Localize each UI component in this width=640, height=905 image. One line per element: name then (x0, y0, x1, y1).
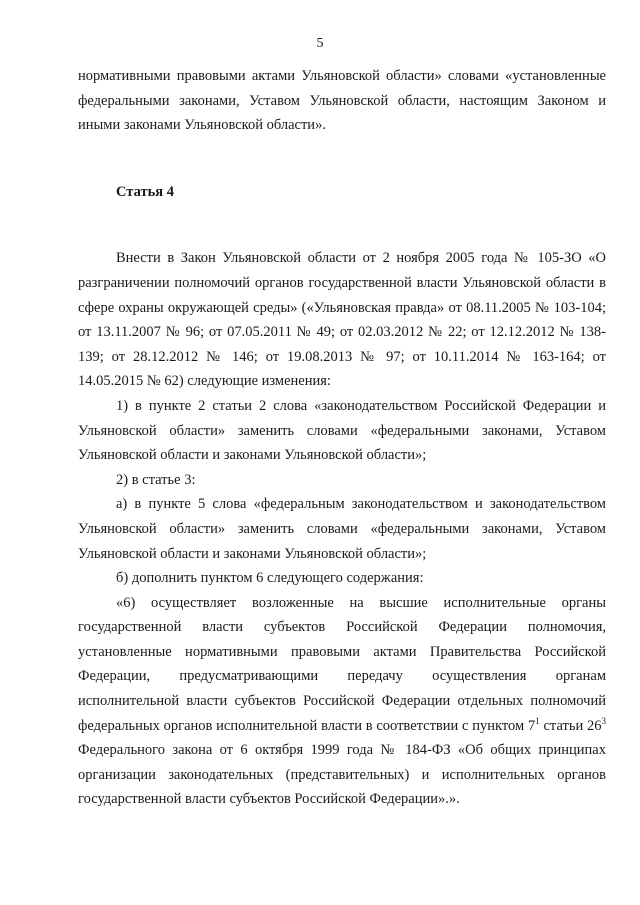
paragraph-item-2: 2) в статье 3: (116, 471, 196, 488)
quote-text-3: Федерального закона от 6 октября 1999 года № 184-ФЗ «Об общих принципах организации законодательных (представительных) и исполнительных органов государственной власти субъектов Российской Федерации».». (78, 742, 606, 808)
paragraph-amendment: Внести в Закон Ульяновской области от 2 ноября 2005 года № 105-ЗО «О разграничении полномочий органов государственной власти Ульяновской области в сфере охраны окружающей среды» («Ульяновская правда» от 08.11.2005 № 103-104; от 13.11.2007 № 96; от 07.05.2011 № 49; от 02.03.2012 № 22; от 12.12.2012 № 138-139; от 28.12.2012 № 146; от 19.08.2013 № 97; от 10.11.2014 № 163-164; от 14.05.2015 № 62) следующие изменения: (78, 250, 606, 390)
article-heading: Статья 4 (116, 183, 174, 200)
superscript-2: 3 (601, 715, 606, 726)
quote-text-2: статьи 26 (539, 717, 602, 734)
quote-text-1: «6) осуществляет возложенные на высшие исполнительные органы государственной власти субъектов Российской Федерации полномочия, установленные нормативными правовыми актами Правительства Российской Федерации, предусматривающими передачу осуществления органам исполнительной власти субъектов Российской Федерации отдельных полномочий федеральных органов исполнительной власти в соответствии с пунктом 7 (78, 594, 606, 734)
paragraph-item-2b: б) дополнить пунктом 6 следующего содержания: (116, 570, 424, 587)
page-number: 5 (316, 36, 324, 51)
paragraph-quote (78, 591, 606, 812)
paragraph-item-1: 1) в пункте 2 статьи 2 слова «законодательством Российской Федерации и Ульяновской области» заменить словами «федеральными законами, Уставом Ульяновской области и законами Ульяновской области»; (78, 397, 606, 464)
paragraph-intro: нормативными правовыми актами Ульяновской области» словами «установленные федеральными законами, Уставом Ульяновской области, настоящим Законом и иными законами Ульяновской области». (78, 68, 606, 134)
superscript-1: 1 (535, 715, 540, 726)
document-body (78, 64, 606, 812)
paragraph-item-2a: а) в пункте 5 слова «федеральным законодательством и законодательством Ульяновской области» заменить словами «федеральными законами, Уставом Ульяновской области и законами Ульяновской области»; (78, 496, 606, 562)
